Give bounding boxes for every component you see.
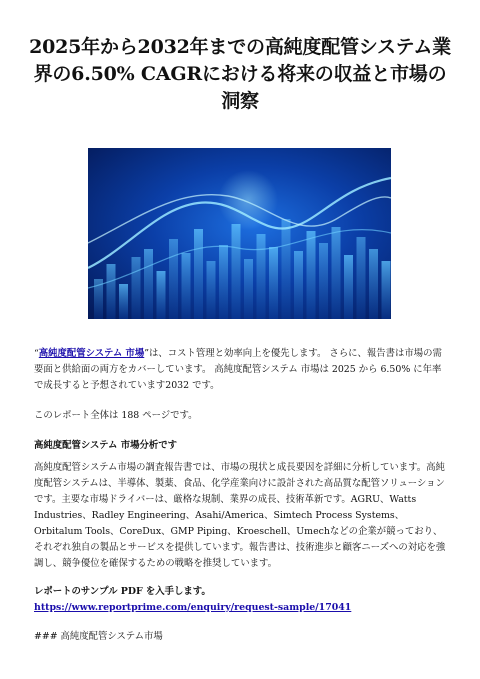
hero-bar <box>132 257 141 319</box>
analysis-heading: 高純度配管システム 市場分析です <box>34 440 177 451</box>
hero-image <box>88 148 391 319</box>
page-title: 2025年から2032年までの高純度配管システム業界の6.50% CAGRにおける将来の収益と市場の洞察 <box>29 36 451 112</box>
hero-bar <box>294 251 303 319</box>
hero-bar <box>269 247 278 319</box>
abstract-blue-financial-chart-image <box>88 148 391 319</box>
hero-bar <box>107 264 116 319</box>
hero-bar <box>282 219 291 319</box>
hero-bar <box>157 271 166 319</box>
market-link[interactable]: 高純度配管システム 市場 <box>38 348 145 359</box>
hero-bar <box>219 245 228 319</box>
hero-bar <box>182 253 191 319</box>
sample-paragraph <box>34 584 446 616</box>
intro-paragraph <box>34 346 446 394</box>
hero-bar <box>232 224 241 319</box>
footer-heading: ### 高純度配管システム市場 <box>34 631 163 642</box>
hero-bar <box>332 227 341 319</box>
intro-text: ”は、コスト管理と効率向上を優先します。 さらに、報告書は市場の需要面と供給面の両方をカバーしています。 高純度配管システム 市場は 2025 から 6.50% に年率で成長すると予想されています2032 です。 <box>34 348 442 391</box>
hero-bar <box>207 261 216 319</box>
article-body <box>34 346 446 645</box>
hero-bar <box>382 261 391 319</box>
quote-mark: “ <box>34 348 39 359</box>
hero-bar <box>319 243 328 319</box>
analysis-paragraph: 高純度配管システム市場の調査報告書では、市場の現状と成長要因を詳細に分析しています。高純度配管システムは、半導体、製薬、食品、化学産業向けに設計された高品質な配管ソリューションです。主要な市場ドライバーは、厳格な規制、業界の成長、技術革新です。AGRU、Watts Industries、Radley Engineering、Asahi/America、Simtech Process Systems、Orbitalum Tools、CoreDux、GMP Piping、Kroeschell、Umechなどの企業が競っており、それぞれ独自の製品とサービスを提供しています。報告書は、技術進歩と顧客ニーズへの対応を強調し、競争優位を確保するための戦略を推奨しています。 <box>34 462 446 569</box>
hero-bar <box>257 234 266 319</box>
hero-bar <box>169 239 178 319</box>
sample-label: レポートのサンプル PDF を入手します。 <box>34 586 211 597</box>
page-count: このレポート全体は 188 ページです。 <box>34 410 198 421</box>
hero-bar <box>119 284 128 319</box>
hero-bar <box>244 259 253 319</box>
hero-bar <box>344 255 353 319</box>
hero-bar <box>144 249 153 319</box>
hero-bar <box>307 231 316 319</box>
sample-link[interactable]: https://www.reportprime.com/enquiry/request-sample/17041 <box>34 602 352 613</box>
hero-bar <box>369 249 378 319</box>
hero-bar <box>357 237 366 319</box>
hero-bar <box>194 229 203 319</box>
